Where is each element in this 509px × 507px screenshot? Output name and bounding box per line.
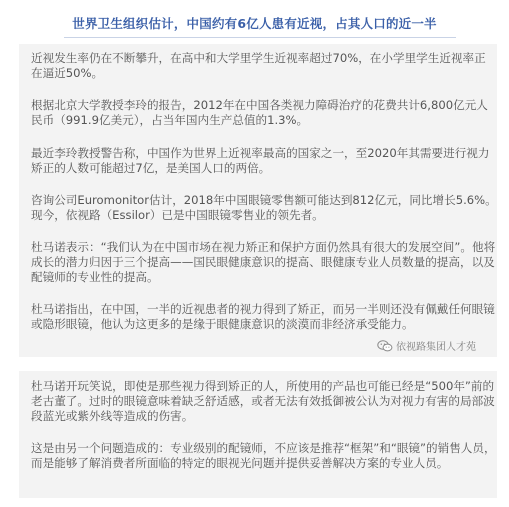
watermark	[377, 338, 476, 353]
paragraph-7: 杜马诺开玩笑说，即使是那些视力得到矫正的人，所使用的产品也可能已经是“500年”前的老古董了。过时的眼镜意味着缺乏舒适感，或者无法有效抵御被公认为对视力有害的局部波段蓝光或紫外线等造成的伤害。	[31, 379, 495, 423]
paragraph-3: 最近李玲教授警告称，中国作为世界上近视率最高的国家之一，至2020年其需要进行视力矫正的人数可能超过7亿，是美国人口的两倍。	[31, 146, 490, 175]
paragraph-5: 杜马诺表示：“我们认为在中国市场在视力矫正和保护方面仍然具有很大的发展空间”。他将成长的潜力归因于三个提高——国民眼健康意识的提高、眼健康专业人员数量的提高，以及配镜师的专业性的提高。	[31, 240, 496, 284]
paragraph-4: 咨询公司Euromonitor估计，2018年中国眼镜零售额可能达到812亿元，同比增长5.6%。现今，依视路（Essilor）已是中国眼镜零售业的领先者。	[31, 193, 497, 222]
article-title: 世界卫生组织估计，中国约有6亿人患有近视，占其人口的近一半	[72, 16, 437, 31]
watermark-text: 依视路集团人才苑	[396, 342, 476, 353]
title-divider	[64, 37, 456, 38]
paragraph-8: 这是由另一个问题造成的：专业级别的配镜师，不应该是推荐“框架”和“眼镜”的销售人员，而是能够了解消费者所面临的特定的眼视光问题并提供妥善解决方案的专业人员。	[31, 441, 496, 470]
paragraph-6: 杜马诺指出，在中国，一半的近视患者的视力得到了矫正，而另一半则还没有佩戴任何眼镜或隐形眼镜，他认为这更多的是缘于眼健康意识的淡漠而非经济承受能力。	[31, 302, 495, 331]
paragraph-1: 近视发生率仍在不断攀升，在高中和大学里学生近视率超过70%，在小学里学生近视率正在逼近50%。	[31, 51, 486, 80]
paragraph-2: 根据北京大学教授李玲的报告，2012年在中国各类视力障碍治疗的花费共计6,800亿元人民币（991.9亿美元），占当年国内生产总值的1.3%。	[31, 98, 488, 127]
wechat-icon	[377, 340, 393, 352]
